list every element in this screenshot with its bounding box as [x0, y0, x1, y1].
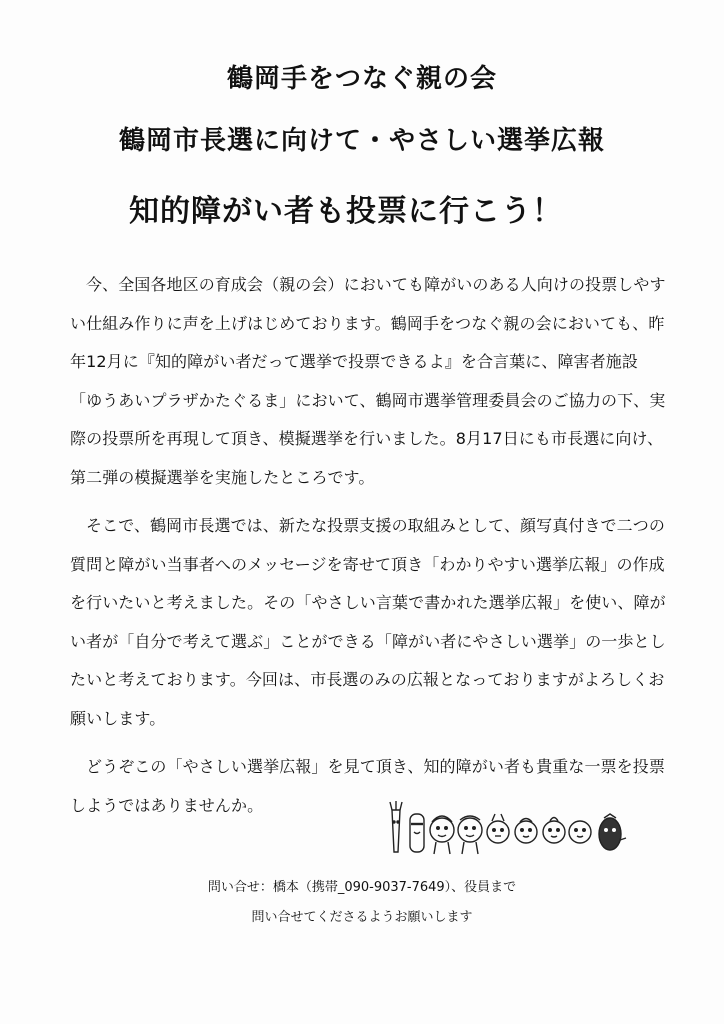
body-paragraph-1: 今、全国各地区の育成会（親の会）においても障がいのある人向けの投票しやすい仕組み作りに声を上げはじめております。鶴岡手をつなぐ親の会においても、昨年12月に『知的障がい者だって選挙で投票できるよ』を合言葉に、障害者施設「ゆうあいプラザかたぐるま」において、鶴岡市選挙管理委員会のご協力の下、実際の投票所を再現して頂き、模擬選挙を行いました。8月17日にも市長選に向け、第二弾の模擬選挙を実施したところです。: [70, 275, 666, 487]
contact-line-1: 問い合せ：橋本（携帯_090-9037-7649）、役員まで: [207, 880, 517, 895]
body-paragraph-2: そこで、鶴岡市長選では、新たな投票支援の取組みとして、顔写真付きで二つの質問と障がい当事者へのメッセージを寄せて頂き「わかりやすい選挙広報」の作成を行いたいと考えました。その「やさしい言葉で書かれた選挙広報」を使い、障がい者が「自分で考えて選ぶ」ことができる「障がい者にやさしい選挙」の一歩としたいと考えております。今回は、市長選のみの広報となっておりますがよろしくお願いします。: [70, 516, 666, 728]
round-character-2: [458, 816, 482, 854]
slogan-title: 知的障がい者も投票に行こう！: [129, 194, 563, 229]
contact-line-2: 問い合せてくださるようお願いします: [251, 910, 473, 925]
body-paragraph-3: どうぞこの「やさしい選挙広報」を見て頂き、知的障がい者も貴重な一票を投票しようではありませんか。: [70, 757, 665, 815]
round-character-1: [430, 816, 454, 854]
round-character-3: [487, 814, 509, 843]
round-character-5: [543, 818, 565, 844]
eggplant-character: [599, 814, 626, 850]
vegetable-characters-illustration: [380, 800, 630, 860]
round-character-6: [569, 821, 591, 843]
carrot-character: [392, 810, 400, 852]
round-character-4: [515, 819, 537, 844]
main-title: 鶴岡市長選に向けて・やさしい選挙広報: [118, 126, 605, 156]
organization-title: 鶴岡手をつなぐ親の会: [226, 64, 497, 94]
